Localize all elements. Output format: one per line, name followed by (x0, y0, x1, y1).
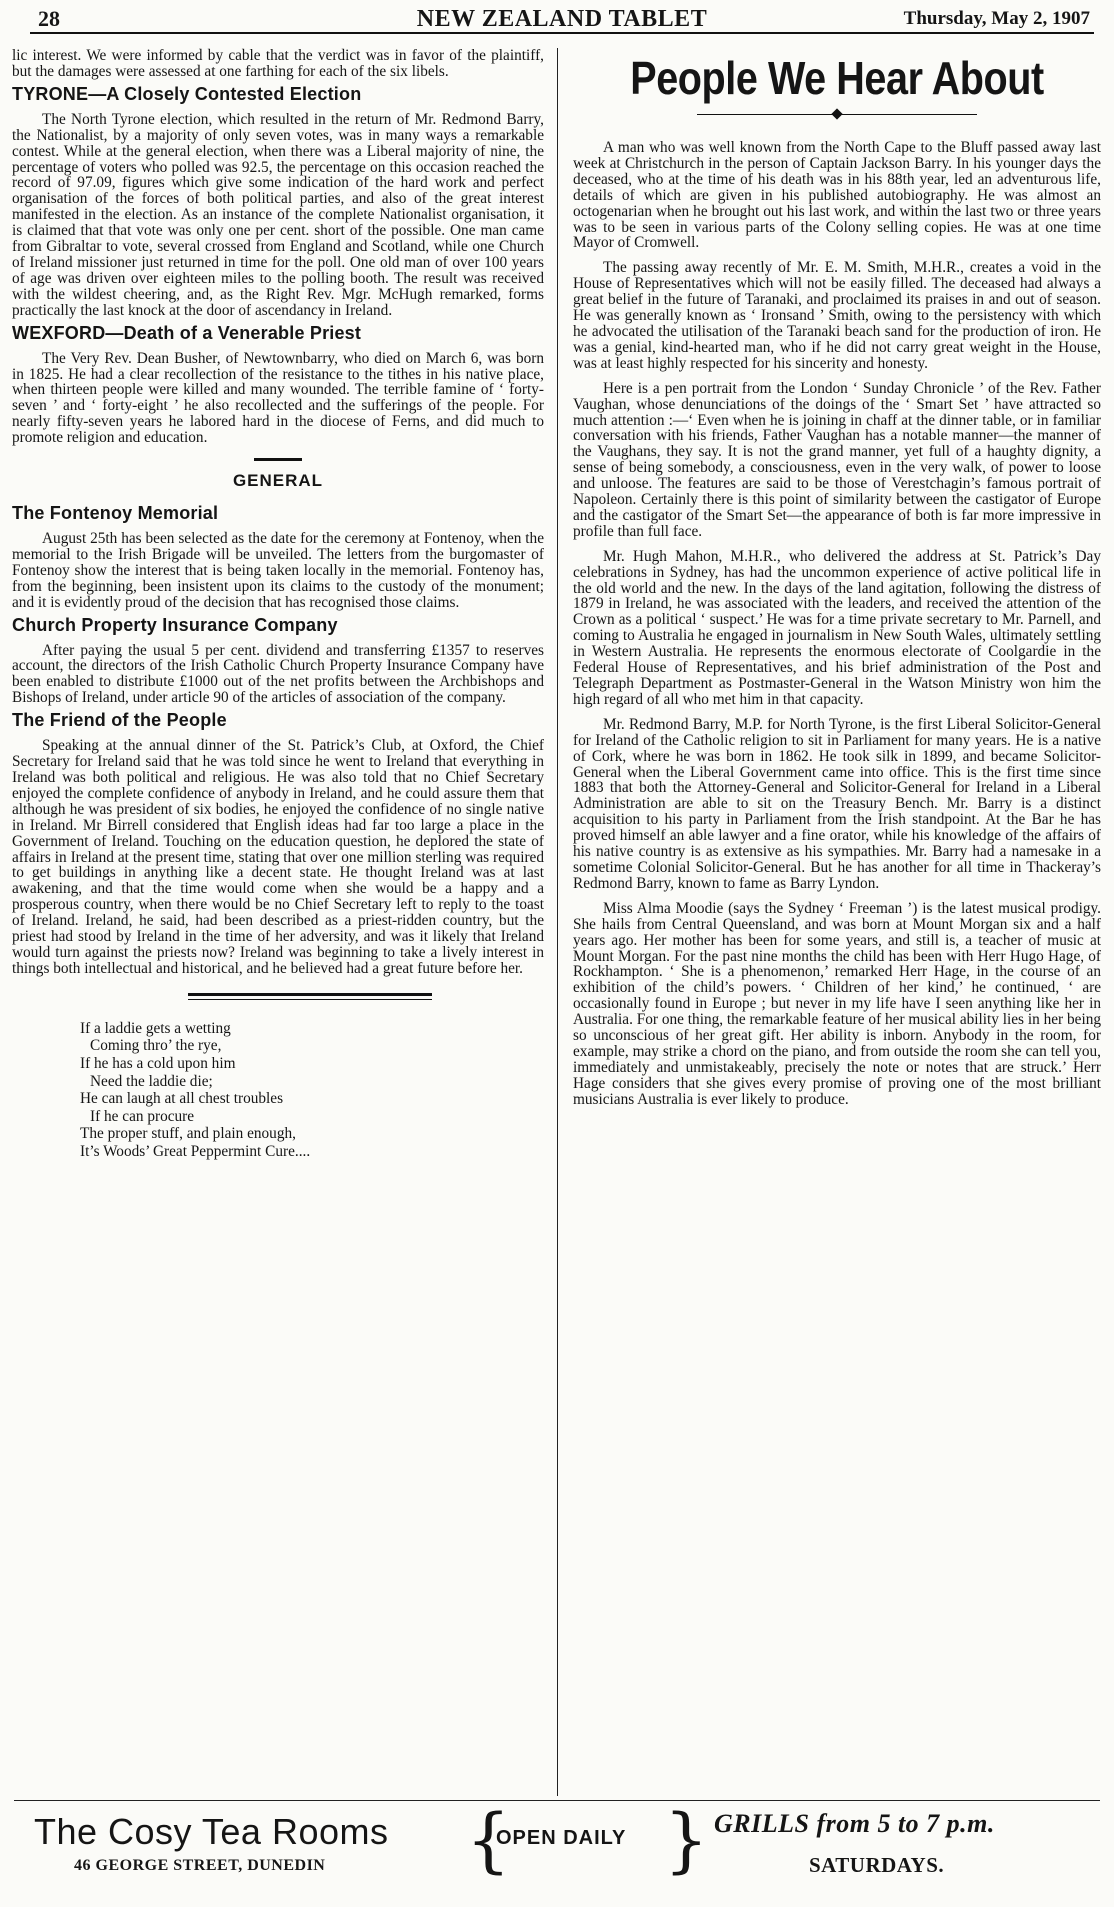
verse-line: Need the laddie die; (90, 1072, 213, 1090)
verse-line: If he has a cold upon him (80, 1054, 236, 1072)
grills-hours: GRILLS from 5 to 7 p.m. (714, 1809, 995, 1838)
verse-line: He can laugh at all chest troubles (80, 1090, 284, 1108)
issue-date: Thursday, May 2, 1907 (903, 8, 1090, 29)
advertisement-banner (14, 1800, 1100, 1883)
verse-line: If he can procure (90, 1107, 195, 1125)
general-section-heading: GENERAL (232, 471, 324, 491)
verse-line: It’s Woods’ Great Peppermint Cure.... (80, 1142, 311, 1160)
father-vaughan-paragraph: Here is a pen portrait from the London ‘ Sunday Chronicle ’ of the Rev. Father Vaughan, whose denunciations of the doings of the ‘ Smart Set ’ have attracted so much attention :—‘ Even when he is joining in chaff at the dinner table, or in familiar conversation with his friends, Father Vaughan has a notable manner—the manner of the Vaughans, they say. It is not the grand manner, yet full of a haughty dignity, a sense of being somebody, a consciousness, even in the very walk, of power to loose and unloose. The features are said to be those of Verestchagin’s famous portrait of Napoleon. Certainly there is this point of similarity between the castigator of Europe and the castigator of the Smart Set—the appearance of both is far more impressive in profile than full face. (573, 379, 1101, 540)
verse-line: The proper stuff, and plain enough, (80, 1125, 296, 1143)
open-daily-text: OPEN DAILY (496, 1827, 627, 1849)
church-insurance-heading: Church Property Insurance Company (12, 614, 338, 635)
friend-of-people-article: Speaking at the annual dinner of the St. Patrick’s Club, at Oxford, the Chief Secretary for Ireland said that he was told since he went to Ireland that everything in Ireland was both political and religious. He was also told that no Chief Secretary enjoyed the complete confidence of anybody in Ireland, and he could assure them that although he was president of six bodies, he enjoyed the confidence of no single native in Ireland. Mr Birrell considered that English ideas had far too large a place in the Government of Ireland. Touching on the education question, he deplored the state of affairs in Ireland at the present time, stating that over one million sterling was required to get buildings in anything like a decent state. He thought Ireland was at last awakening, and that the time would come when she would be a happy and a prosperous country, when there would be no Chief Secretary left to reply to the toast of Ireland. Ireland, he said, had been described as a priest-ridden country, but the priest had stood by Ireland in the time of her adversity, and was it likely that Ireland would turn against the priests now? Ireland was beginning to take a lively interest in things both intellectual and historical, and he believed had a great future before her. (12, 737, 544, 977)
wexford-article: The Very Rev. Dean Busher, of Newtownbarry, who died on March 6, was born in 1825. He had a clear recollection of the resistance to the tithes in his native place, when thirteen people were killed and many wounded. The terrible famine of ‘ forty-seven ’ and ‘ forty-eight ’ he also recollected and the sufferings of the people. For nearly fifty-seven years he labored hard in the diocese of Ferns, and did much to promote religion and education. (12, 349, 544, 447)
right-brace-icon: } (664, 1799, 709, 1881)
page-number: 28 (38, 6, 60, 31)
friend-of-people-heading: The Friend of the People (12, 710, 227, 731)
poem-rule (188, 993, 432, 996)
left-brace-icon: { (466, 1799, 511, 1881)
column-divider (557, 48, 558, 1796)
publication-title: NEW ZEALAND TABLET (416, 6, 708, 32)
libel-continuation: lic interest. We were informed by cable that the verdict was in favor of the plaintiff, but the damages were assessed at one farthing for each of the six libels. (12, 48, 544, 80)
church-insurance-article: After paying the usual 5 per cent. dividend and transferring £1357 to reserves account, the directors of the Irish Catholic Church Property Insurance Company have been enabled to distribute £1000 out of the net profits between the Archbishops and Bishops of Ireland, under article 90 of the articles of association of the company. (12, 641, 544, 707)
tyrone-article: The North Tyrone election, which resulted in the return of Mr. Redmond Barry, the Nationalist, by a majority of only seven votes, was in many ways a remarkable contest. While at the general election, when there was a Liberal majority of nine, the percentage of voters who polled was 92.5, the percentage on this occasion reached the record of 97.09, figures which give some indication of the hard work and perfect organisation of the forces of both political parties, and also of the great interest manifested in the election. As an instance of the complete Nationalist organisation, it is claimed that that vote was only one per cent. short of the possible. One man came from Gibraltar to vote, several crossed from England and Scotland, while one Church of Ireland missioner just returned in time for the poll. One old man of over 100 years of age was driven over eighteen miles to the polling booth. The result was received with the wildest cheering, and, as the Right Rev. Mgr. McHugh remarked, forms practically the last knock at the door of ascendancy in Ireland. (12, 110, 544, 319)
saturdays-text: SATURDAYS. (809, 1853, 945, 1877)
verse-line: Coming thro’ the rye, (90, 1037, 222, 1055)
poem-rule-thin (188, 999, 432, 1000)
tea-rooms-address: 46 GEORGE STREET, DUNEDIN (74, 1857, 326, 1874)
tyrone-heading: TYRONE—A Closely Contested Election (12, 83, 362, 104)
tea-rooms-name: The Cosy Tea Rooms (34, 1811, 389, 1852)
verse-line: If a laddie gets a wetting (80, 1019, 231, 1037)
title-ornament (573, 108, 1101, 122)
section-rule (254, 458, 302, 461)
alma-moodie-paragraph: Miss Alma Moodie (says the Sydney ‘ Freeman ’) is the latest musical prodigy. She hails from Central Queensland, and was born at Mount Morgan six and a half years ago. Her mother has been for some years, and still is, a teacher of music at Mount Morgan. For the past nine months the child has been with Herr Hugo Hage, of Rockhampton. ‘ She is a phenomenon,’ remarked Herr Hage, in the course of an exhibition of the child’s powers. ‘ Children of her kind,’ he continued, ‘ are occasionally found in Europe ; but never in my life have I seen anything like her in Australia. For one thing, the remarkable feature of her musical ability lies in her being so unconscious of her great gift. Her ability is inborn. Anybody in the room, for example, may strike a chord on the piano, and from outside the room she can tell you, immediately and unmistakeably, precisely the note or notes that are struck.’ Herr Hage considers that she gives every promise of proving one of the most brilliant musicians Australia is ever likely to produce. (573, 899, 1101, 1108)
fontenoy-heading: The Fontenoy Memorial (12, 503, 219, 524)
left-column (12, 48, 544, 1788)
wexford-heading: WEXFORD—Death of a Venerable Priest (12, 322, 362, 343)
feature-title: People We Hear About (630, 52, 1044, 104)
masthead (30, 6, 1094, 34)
redmond-barry-paragraph: Mr. Redmond Barry, M.P. for North Tyrone, is the first Liberal Solicitor-General for Ireland of the Catholic religion to sit in Parliament for many years. He is a native of Cork, where he was born in 1862. He took silk in 1899, and became Solicitor-General when the Liberal Government came into office. This is the first time since 1883 that both the Attorney-General and Solicitor-General for Ireland in a Liberal Administration are able to sit on the Treasury Bench. Mr. Barry is a distinct acquisition to his party in Parliament from the Irish standpoint. At the Bar he has proved himself an able lawyer and a fine orator, while his knowledge of the affairs of his native country is as extensive as his sympathies. Mr. Barry had a namesake in a sometime Colonial Solicitor-General. But he has another for all time in Thackeray’s Redmond Barry, known to fame as Barry Lyndon. (573, 715, 1101, 892)
hugh-mahon-paragraph: Mr. Hugh Mahon, M.H.R., who delivered the address at St. Patrick’s Day celebrations in Sydney, has had the uncommon experience of active political life in the old world and the new. In the days of the land agitation, following the distress of 1879 in Ireland, he was associated with the leaders, and received the attention of the Crown as a political ‘ suspect.’ He was for a time private secretary to Mr. Parnell, and coming to Australia he engaged in journalism in New South Wales, ultimately settling in Western Australia. He represents the enormous electorate of Coolgardie in the Federal House of Representatives, and his brief administration of the Post and Telegraph Department as Postmaster-General in the Watson Ministry won him the high regard of all who met him in that capacity. (573, 547, 1101, 708)
fontenoy-article: August 25th has been selected as the date for the ceremony at Fontenoy, when the memorial to the Irish Brigade will be unveiled. The letters from the burgomaster of Fontenoy show the interest that is being taken locally in the memorial. Fontenoy has, from the beginning, been insistent upon its claims to the custody of the monument; and it is evidently proud of the decision that has recognised those claims. (12, 530, 544, 611)
peppermint-cure-verse (80, 1020, 544, 1161)
diamond-icon (831, 108, 842, 119)
em-smith-paragraph: The passing away recently of Mr. E. M. Smith, M.H.R., creates a void in the House of Representatives which will not be easily filled. The deceased had always a great belief in the future of Taranaki, and proclaimed its praises in and out of season. He was generally known as ‘ Ironsand ’ Smith, owing to the persistency with which he advocated the utilisation of the Taranaki beach sand for the production of iron. He was a genial, kind-hearted man, who if he did not carry great weight in the House, was at least highly respected for his sincerity and honesty. (573, 259, 1101, 372)
right-column (573, 48, 1101, 1788)
jackson-barry-paragraph: A man who was well known from the North Cape to the Bluff passed away last week at Christchurch in the person of Captain Jackson Barry. In his younger days the deceased, who at the time of his death was in his 88th year, led an adventurous life, details of which are given in his published autobiography. He was almost an octogenarian when he brought out his last work, and within the last two or three years was to be seen in various parts of the Colony selling copies. He was at one time Mayor of Cromwell. (573, 139, 1101, 252)
